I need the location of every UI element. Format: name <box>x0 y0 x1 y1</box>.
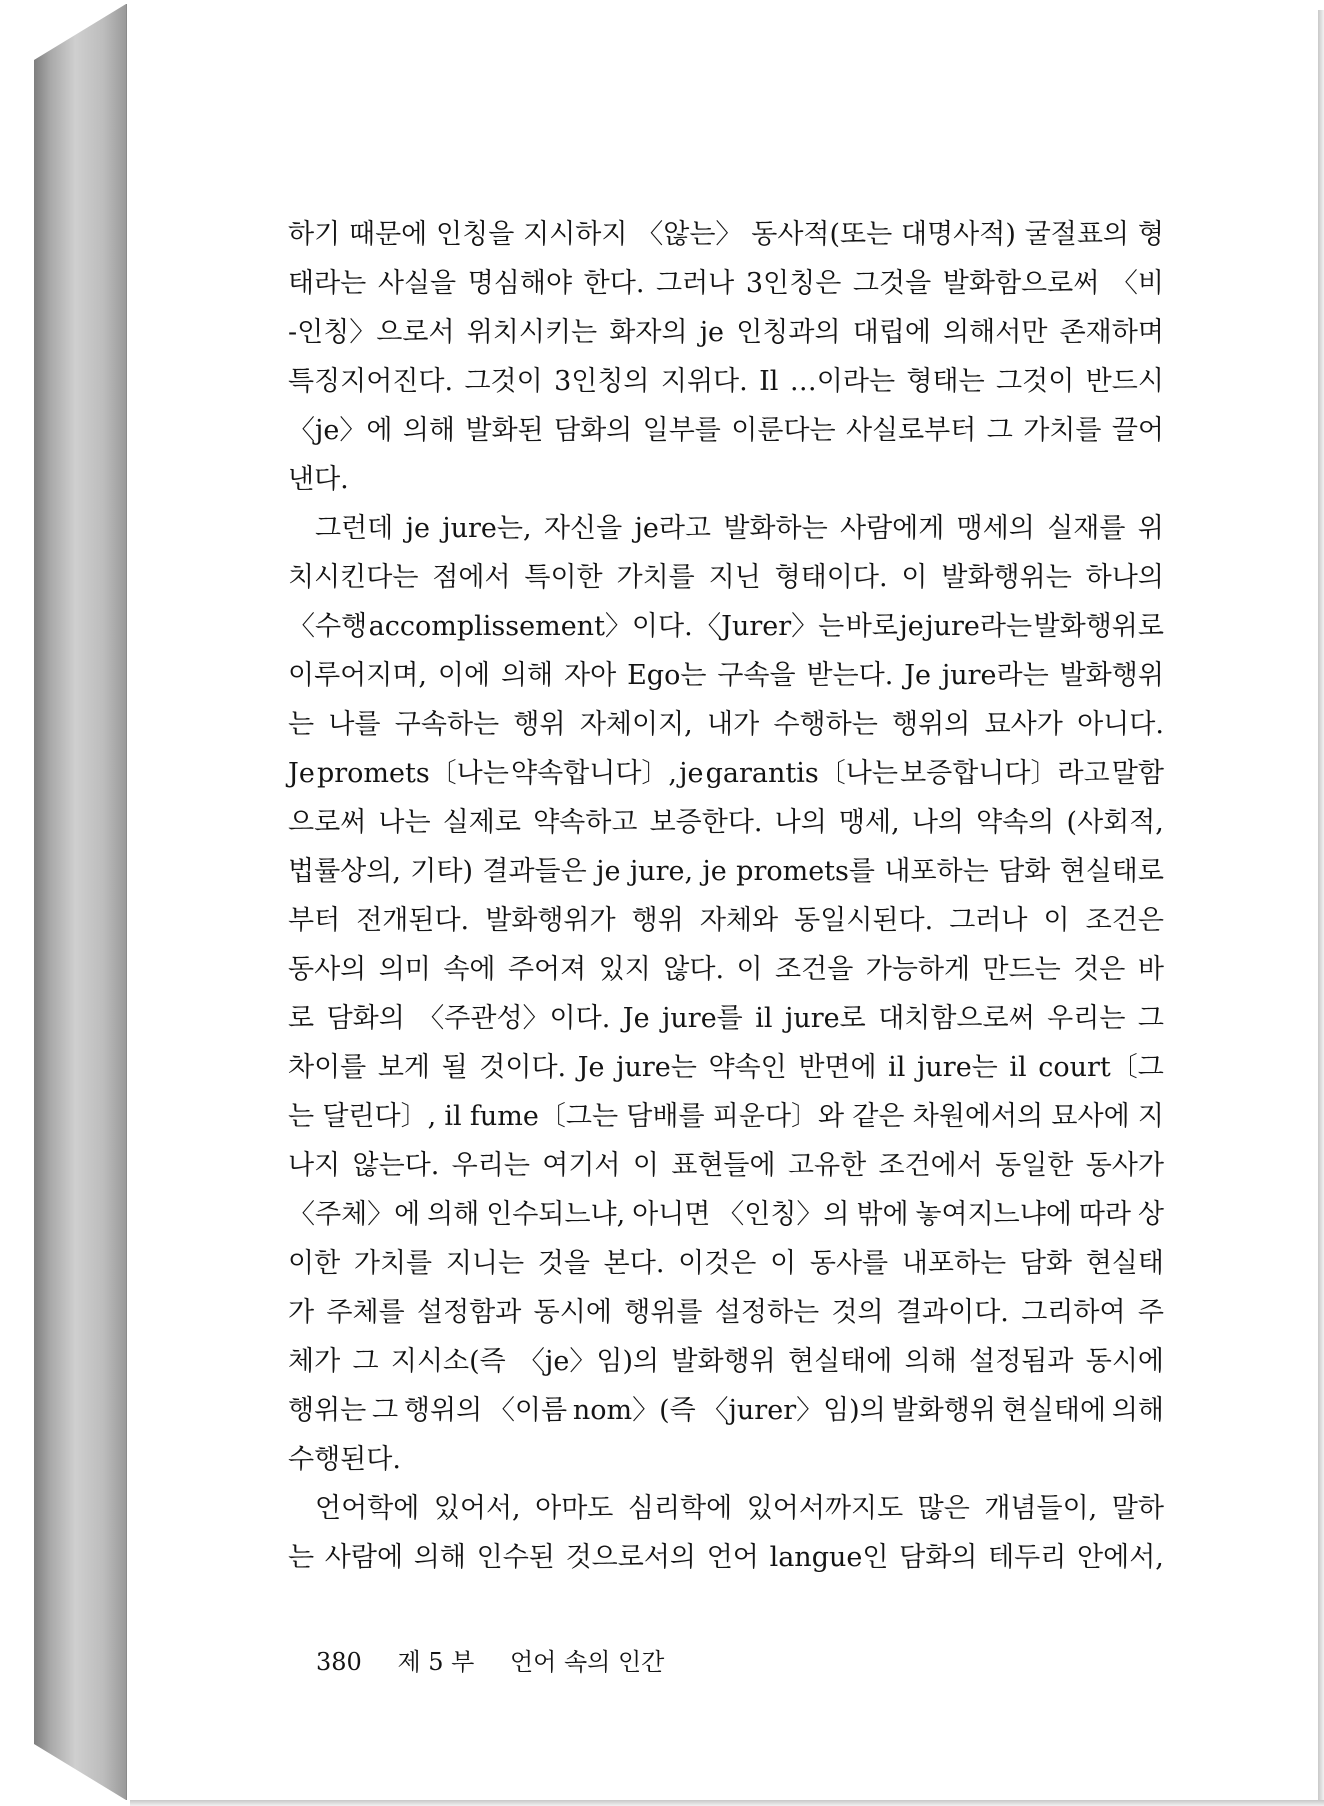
word: Je <box>904 660 931 691</box>
word: 이에 <box>437 660 491 691</box>
text-line <box>288 1386 1164 1435</box>
word: 아니다. <box>1077 709 1164 740</box>
word: jure는, <box>442 513 532 544</box>
word: 지시소(즉 <box>390 1346 506 1377</box>
word: (사회적, <box>1066 807 1164 838</box>
word: 반면에 <box>798 1052 877 1083</box>
word: 끌어 <box>1111 415 1164 446</box>
word: 특이한 <box>524 562 603 593</box>
word: 의해 <box>427 1199 480 1230</box>
word: 전개된다. <box>356 905 470 936</box>
word: 위치시키는 <box>466 317 598 348</box>
word: 일부를 <box>642 415 721 446</box>
word: 그리하여 <box>1021 1297 1126 1328</box>
text-line <box>288 308 1164 357</box>
word: 심리학에 <box>627 1493 733 1524</box>
word: je <box>679 758 704 789</box>
word: 발화하는 <box>723 513 828 544</box>
word: 현실태에 <box>788 1346 893 1377</box>
word: 의해 <box>500 660 554 691</box>
word: 이것은 <box>678 1248 757 1279</box>
word: 말하 <box>1111 1493 1164 1524</box>
word: 화자의 <box>609 317 688 348</box>
word: jure로 <box>784 1003 866 1034</box>
word: 언어학에 <box>288 1493 420 1524</box>
word: 수행하는 <box>773 709 878 740</box>
word: 〈주체〉에 <box>288 1199 421 1230</box>
word: 〈je〉에 <box>288 415 393 446</box>
text-line <box>288 1141 1164 1190</box>
word: il <box>755 1003 773 1034</box>
word: 차이를 <box>288 1052 367 1083</box>
word: 담화 <box>1019 1248 1073 1279</box>
word: 않는다. <box>352 1150 440 1181</box>
part-title: 언어 속의 인간 <box>510 1648 665 1676</box>
word: 조건은 <box>1085 905 1164 936</box>
word: 행위는 <box>288 1395 367 1426</box>
word: 개념들이, <box>984 1493 1098 1524</box>
word: langue인 <box>769 1542 889 1573</box>
word: 의해 <box>402 415 455 446</box>
word: 발화행위가 <box>485 905 616 936</box>
word: 차원에서의 <box>912 1101 1044 1132</box>
text-line <box>288 651 1164 700</box>
word: 받는다. <box>806 660 894 691</box>
word: 구속을 <box>717 660 796 691</box>
text-line <box>288 406 1164 455</box>
word: 이 <box>770 1248 797 1279</box>
word: 〈수행 <box>288 611 368 642</box>
text-line <box>288 602 1164 651</box>
word: 이룬다는 <box>731 415 836 446</box>
body-text <box>288 210 1164 1582</box>
text-line <box>288 357 1164 406</box>
word: 반드시 <box>1085 366 1164 397</box>
word: Je <box>577 1052 605 1083</box>
word: 이루어지며, <box>288 660 427 691</box>
word: 설정하는 <box>714 1297 820 1328</box>
word: 있어서, <box>433 1493 521 1524</box>
text-line <box>288 798 1164 847</box>
text-line <box>288 700 1164 749</box>
word: jure를 <box>662 1003 743 1034</box>
word: 대명사적) <box>901 219 1016 250</box>
word: 그 <box>1137 1003 1164 1034</box>
word: 속에 <box>443 954 496 985</box>
word: promets〔나는 <box>316 758 509 789</box>
word: 내가 <box>707 709 760 740</box>
word: 보증합니다〕라고 <box>900 758 1110 789</box>
word: 나의 <box>774 807 827 838</box>
word: 특징지어진다. <box>288 366 454 397</box>
word: Je <box>288 758 315 789</box>
word: 때문에 <box>348 219 428 250</box>
text-line: 낸다. <box>288 464 349 495</box>
word: 지위다. <box>660 366 748 397</box>
word: 구속하는 <box>394 709 500 740</box>
word: je <box>699 317 725 348</box>
word: 자아 <box>564 660 617 691</box>
word: 약속의 <box>976 807 1055 838</box>
word: 지 <box>1137 1101 1164 1132</box>
word: 표현들에 <box>671 1150 776 1181</box>
word: 부터 <box>288 905 341 936</box>
word: jure는 <box>917 1052 998 1083</box>
text-line <box>288 945 1164 994</box>
page-number: 380 <box>316 1648 362 1676</box>
word: 행위의 <box>892 709 971 740</box>
word: garantis〔나는 <box>705 758 898 789</box>
word: 맹세의 <box>956 513 1035 544</box>
word: 묘사에 <box>1051 1101 1130 1132</box>
word: 주체를 <box>326 1297 405 1328</box>
word: 인수된 <box>476 1542 555 1573</box>
text-line <box>288 553 1164 602</box>
word: 달린다〕, <box>322 1101 437 1132</box>
word: -인칭〉으로서 <box>288 317 455 348</box>
word: 3인칭의 <box>554 366 650 397</box>
word: 〈jurer〉임)의 <box>701 1395 886 1426</box>
text-line <box>288 210 1164 259</box>
word: 실재를 <box>1047 513 1126 544</box>
word: 그것이 <box>996 366 1075 397</box>
word: 사람에 <box>324 1542 404 1573</box>
word: 한다. <box>583 268 645 299</box>
word: 보게 <box>377 1052 431 1083</box>
word: jure라는 <box>925 611 1033 642</box>
word: 설정함과 <box>417 1297 522 1328</box>
word: 발화행위는 <box>941 562 1072 593</box>
text-line <box>288 1239 1164 1288</box>
word: nom〉(즉 <box>572 1395 696 1426</box>
word: 의해서만 <box>943 317 1048 348</box>
word: il <box>888 1052 906 1083</box>
word: 이 <box>1043 905 1070 936</box>
word: 대치함으로써 <box>878 1003 1035 1034</box>
word: 치시킨다는 <box>288 562 419 593</box>
word: court〔그 <box>1038 1052 1164 1083</box>
text-line <box>288 504 1164 553</box>
word: 담화의 <box>899 1542 978 1573</box>
word: 〈않는〉 <box>636 219 743 250</box>
word: 약속합니다〕, <box>511 758 677 789</box>
word: 가능하게 <box>865 954 971 985</box>
word: …이라는 <box>789 366 896 397</box>
text-line <box>288 1288 1164 1337</box>
word: 담화의 <box>326 1003 405 1034</box>
word: 현실태에 <box>1001 1395 1107 1426</box>
word: 〈인칭〉의 <box>717 1199 850 1230</box>
word: 이 <box>632 1150 659 1181</box>
word: 하기 <box>288 219 341 250</box>
word: je <box>596 856 621 887</box>
word: Ego는 <box>627 660 707 691</box>
word: 맹세, <box>838 807 900 838</box>
word: Je <box>622 1003 650 1034</box>
word: 3인칭은 <box>745 268 842 299</box>
word: accomplissement〉이다. <box>368 611 693 642</box>
word: 말함 <box>1111 758 1164 789</box>
word: 그런데 <box>288 513 394 544</box>
word: 것은 <box>1073 954 1126 985</box>
word: 형 <box>1137 219 1164 250</box>
word: 기타) <box>410 856 473 887</box>
word: 는 <box>288 1542 315 1573</box>
word: 가치를 <box>1023 415 1102 446</box>
word: 사실로부터 <box>845 415 977 446</box>
word: 밖에 <box>856 1199 909 1230</box>
word: 많은 <box>917 1493 970 1524</box>
word: 굴절표의 <box>1024 219 1130 250</box>
word: 그 <box>372 1395 399 1426</box>
word: je <box>702 856 727 887</box>
text-line: 수행된다. <box>288 1444 401 1475</box>
word: 그 <box>352 1346 379 1377</box>
word: 묘사가 <box>984 709 1063 740</box>
word: 발화행위로 <box>1033 611 1164 642</box>
word: je <box>405 513 430 544</box>
word: 않다. <box>663 954 725 985</box>
word: 명심해야 <box>467 268 573 299</box>
word: 아니면 <box>632 1199 711 1230</box>
word: 놓여지느냐에 <box>915 1199 1072 1230</box>
word: 실제로 <box>442 807 521 838</box>
word: 행위 <box>513 709 566 740</box>
word: 상 <box>1137 1199 1164 1230</box>
text-line <box>288 1533 1164 1582</box>
word: 이한 <box>288 1248 341 1279</box>
word: je라고 <box>634 513 711 544</box>
word: 고유한 <box>787 1150 867 1181</box>
word: 동일한 <box>995 1150 1074 1181</box>
text-line <box>288 994 1164 1043</box>
word: 있지 <box>598 954 651 985</box>
word: 그 <box>986 415 1013 446</box>
word: 그러나 <box>656 268 735 299</box>
word: 우리는 <box>451 1150 530 1181</box>
word: 그러나 <box>949 905 1028 936</box>
word: 우리는 <box>1047 1003 1126 1034</box>
word: 그것이 <box>464 366 543 397</box>
word: 있어서까지도 <box>746 1493 904 1524</box>
word: 이 <box>736 954 763 985</box>
word: 설정됨과 <box>969 1346 1074 1377</box>
word: 인수되느냐, <box>486 1199 626 1230</box>
word: 발화행위 <box>671 1346 776 1377</box>
word: 형태는 <box>906 366 985 397</box>
word: 조건을 <box>775 954 854 985</box>
word: 약속인 <box>708 1052 787 1083</box>
word: 가 <box>288 1297 315 1328</box>
word: 지시하지 <box>523 219 628 250</box>
page-right-shadow <box>1318 10 1324 1804</box>
word: 동사적(또는 <box>751 219 893 250</box>
word: 안에서, <box>1077 1542 1164 1573</box>
word: 태라는 <box>288 268 367 299</box>
word: 자체와 <box>699 905 779 936</box>
word: 나의 <box>911 807 964 838</box>
word: 〈주관성〉이다. <box>417 1003 611 1034</box>
word: 주어져 <box>507 954 587 985</box>
word: 여기서 <box>542 1150 621 1181</box>
word: 것으로서의 <box>565 1542 696 1573</box>
word: 사실을 <box>377 268 457 299</box>
word: 존재하며 <box>1059 317 1164 348</box>
word: 가치를 <box>616 562 695 593</box>
word: fume〔그는 <box>469 1101 619 1132</box>
word: 의미 <box>378 954 431 985</box>
word: 〈Jurer〉는 <box>694 611 845 642</box>
word: 나는 <box>378 807 431 838</box>
word: 것의 <box>831 1297 884 1328</box>
word: 발화행위 <box>891 1395 996 1426</box>
text-line <box>288 847 1164 896</box>
word: 발화함으로써 <box>942 268 1100 299</box>
word: 자체이지, <box>579 709 693 740</box>
word: 하나의 <box>1085 562 1164 593</box>
word: 만드는 <box>982 954 1061 985</box>
word: 따라 <box>1078 1199 1131 1230</box>
word: 이 <box>901 562 928 593</box>
word: 주 <box>1137 1297 1164 1328</box>
page-bottom-shadow <box>130 1800 1324 1806</box>
word: 형태이다. <box>774 562 888 593</box>
text-line <box>288 896 1164 945</box>
word: 결과들은 <box>482 856 587 887</box>
word: 내포하는 <box>884 856 989 887</box>
word: 같은 <box>852 1101 905 1132</box>
word: 인칭과의 <box>736 317 841 348</box>
word: 의해 <box>413 1542 466 1573</box>
word: 사람에게 <box>839 513 945 544</box>
word: 것을 <box>537 1248 590 1279</box>
word: 결과이다. <box>895 1297 1009 1328</box>
word: 될 <box>441 1052 468 1083</box>
word: il <box>444 1101 462 1132</box>
word: 동일시된다. <box>794 905 934 936</box>
word: 〈비 <box>1110 268 1164 299</box>
word: 는 <box>288 1101 315 1132</box>
word: 현실태로 <box>1059 856 1164 887</box>
text-line <box>288 1337 1164 1386</box>
word: jure라는 <box>941 660 1049 691</box>
word: 것이다. <box>479 1052 567 1083</box>
word: 행위를 <box>624 1297 703 1328</box>
word: 동사가 <box>1085 1150 1164 1181</box>
text-line <box>288 259 1164 308</box>
word: 으로써 <box>288 807 367 838</box>
word: 동사의 <box>288 954 367 985</box>
word: 〈je〉임)의 <box>518 1346 660 1377</box>
word: 바 <box>1137 954 1164 985</box>
word: 지니는 <box>445 1248 525 1279</box>
word: je <box>899 611 924 642</box>
word: 아마도 <box>535 1493 614 1524</box>
word: 지닌 <box>708 562 761 593</box>
word: 동시에 <box>1085 1346 1164 1377</box>
word: 나지 <box>288 1150 341 1181</box>
word: 담화의 <box>553 415 633 446</box>
text-line <box>288 1043 1164 1092</box>
word: 점에서 <box>432 562 511 593</box>
word: 현실태 <box>1085 1248 1164 1279</box>
word: 발화된 <box>465 415 544 446</box>
word: 대립에 <box>852 317 931 348</box>
word: 〈이름 <box>487 1395 568 1426</box>
word: 테두리 <box>988 1542 1067 1573</box>
word: 조건에서 <box>878 1150 983 1181</box>
word: 보증한다. <box>649 807 763 838</box>
word: 자신을 <box>543 513 623 544</box>
text-line <box>288 749 1164 798</box>
word: 나를 <box>328 709 381 740</box>
part-label: 제 5 부 <box>397 1648 475 1676</box>
word: 발화행위 <box>1059 660 1164 691</box>
word: 동시에 <box>533 1297 612 1328</box>
word: jure, <box>629 856 694 887</box>
word: 로 <box>288 1003 315 1034</box>
word: 행위 <box>631 905 684 936</box>
word: promets를 <box>736 856 875 887</box>
word: 의해 <box>904 1346 957 1377</box>
word: 언어 <box>706 1542 759 1573</box>
word: 약속하고 <box>533 807 638 838</box>
word: 체가 <box>288 1346 341 1377</box>
word: 바로 <box>845 611 898 642</box>
word: il <box>1009 1052 1027 1083</box>
text-line <box>288 1484 1164 1533</box>
word: 의해 <box>1111 1395 1164 1426</box>
word: 내포하는 <box>901 1248 1007 1279</box>
word: 동사를 <box>809 1248 889 1279</box>
text-line <box>288 1092 1164 1141</box>
word: 행위의 <box>403 1395 483 1426</box>
word: 가치를 <box>353 1248 433 1279</box>
word: 법률상의, <box>288 856 401 887</box>
word: 인칭을 <box>436 219 515 250</box>
word: 담화 <box>998 856 1051 887</box>
word: 담배를 <box>626 1101 705 1132</box>
word: 그것을 <box>852 268 932 299</box>
book-spine <box>34 4 126 1800</box>
word: 위 <box>1137 513 1164 544</box>
text-line <box>288 1190 1164 1239</box>
word: 본다. <box>603 1248 665 1279</box>
word: jure는 <box>616 1052 697 1083</box>
word: 는 <box>288 709 315 740</box>
page-footer <box>316 1642 692 1677</box>
word: Il <box>759 366 779 397</box>
word: 피운다〕와 <box>712 1101 845 1132</box>
